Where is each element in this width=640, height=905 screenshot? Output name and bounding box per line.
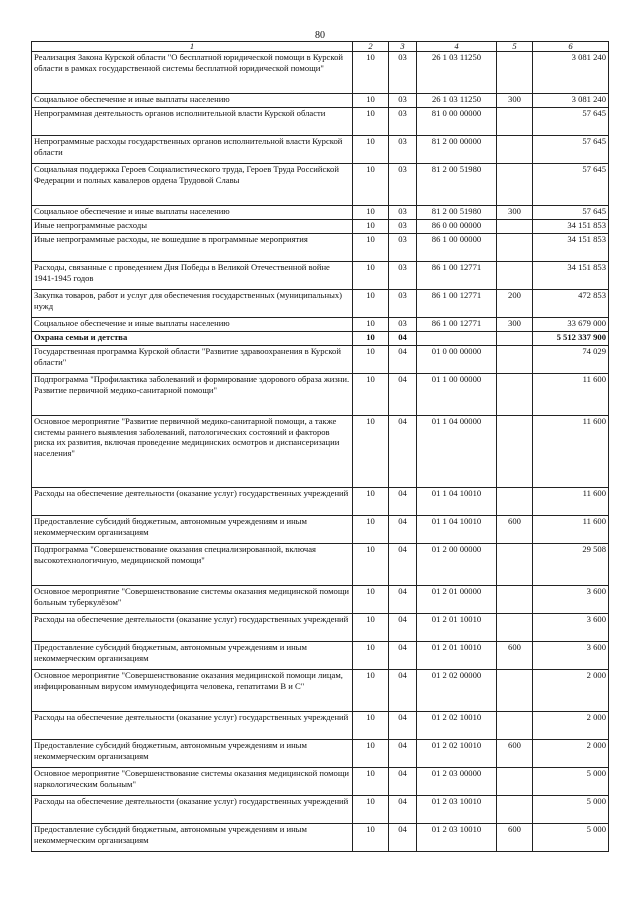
amount-value: 74 029 xyxy=(533,346,609,374)
section-code: 10 xyxy=(353,94,389,108)
column-number-4: 4 xyxy=(417,42,497,52)
section-code: 10 xyxy=(353,318,389,332)
subsection-code: 04 xyxy=(389,796,417,824)
target-article-code: 01 1 00 00000 xyxy=(417,374,497,416)
subsection-code: 04 xyxy=(389,544,417,586)
target-article-code: 01 1 04 10010 xyxy=(417,488,497,516)
subsection-code: 03 xyxy=(389,290,417,318)
target-article-code: 01 2 02 10010 xyxy=(417,712,497,740)
table-row xyxy=(32,544,609,586)
target-article-code: 86 0 00 00000 xyxy=(417,220,497,234)
table-row xyxy=(32,374,609,416)
expense-type-code: 200 xyxy=(497,290,533,318)
target-article-code: 01 2 02 00000 xyxy=(417,670,497,712)
section-code: 10 xyxy=(353,108,389,136)
section-code: 10 xyxy=(353,374,389,416)
expense-type-code: 600 xyxy=(497,516,533,544)
target-article-code: 01 2 00 00000 xyxy=(417,544,497,586)
subsection-code: 04 xyxy=(389,768,417,796)
section-code: 10 xyxy=(353,824,389,852)
section-code: 10 xyxy=(353,796,389,824)
line-item-name: Непрограммная деятельность органов исполнительной власти Курской области xyxy=(32,108,353,136)
table-row xyxy=(32,712,609,740)
line-item-name: Предоставление субсидий бюджетным, автономным учреждениям и иным некоммерческим организациям xyxy=(32,824,353,852)
line-item-name: Иные непрограммные расходы, не вошедшие в программные мероприятия xyxy=(32,234,353,262)
subsection-code: 04 xyxy=(389,416,417,488)
target-article-code: 81 0 00 00000 xyxy=(417,108,497,136)
table-row xyxy=(32,642,609,670)
line-item-name: Расходы на обеспечение деятельности (оказание услуг) государственных учреждений xyxy=(32,796,353,824)
table-row xyxy=(32,164,609,206)
subsection-code: 03 xyxy=(389,136,417,164)
target-article-code: 01 1 04 00000 xyxy=(417,416,497,488)
section-code: 10 xyxy=(353,416,389,488)
table-row xyxy=(32,234,609,262)
target-article-code: 01 2 03 00000 xyxy=(417,768,497,796)
subsection-code: 04 xyxy=(389,642,417,670)
amount-value: 33 679 000 xyxy=(533,318,609,332)
table-row xyxy=(32,488,609,516)
subsection-code: 04 xyxy=(389,614,417,642)
column-number-1: 1 xyxy=(32,42,353,52)
section-code: 10 xyxy=(353,164,389,206)
line-item-name: Расходы на обеспечение деятельности (оказание услуг) государственных учреждений xyxy=(32,614,353,642)
amount-value: 2 000 xyxy=(533,712,609,740)
expense-type-code xyxy=(497,670,533,712)
line-item-name: Расходы на обеспечение деятельности (оказание услуг) государственных учреждений xyxy=(32,488,353,516)
amount-value: 11 600 xyxy=(533,488,609,516)
subsection-code: 04 xyxy=(389,670,417,712)
expense-type-code xyxy=(497,234,533,262)
expense-type-code: 600 xyxy=(497,740,533,768)
expense-type-code xyxy=(497,796,533,824)
expense-type-code: 300 xyxy=(497,318,533,332)
column-number-2: 2 xyxy=(353,42,389,52)
table-row xyxy=(32,318,609,332)
expense-type-code xyxy=(497,586,533,614)
line-item-name: Предоставление субсидий бюджетным, автономным учреждениям и иным некоммерческим организациям xyxy=(32,740,353,768)
table-row xyxy=(32,824,609,852)
target-article-code xyxy=(417,332,497,346)
line-item-name: Основное мероприятие "Совершенствование системы оказания медицинской помощи наркологическим больным" xyxy=(32,768,353,796)
expense-type-code xyxy=(497,488,533,516)
subsection-code: 04 xyxy=(389,374,417,416)
target-article-code: 01 0 00 00000 xyxy=(417,346,497,374)
section-code: 10 xyxy=(353,488,389,516)
line-item-name: Расходы, связанные с проведением Дня Победы в Великой Отечественной войне 1941-1945 годов xyxy=(32,262,353,290)
expense-type-code xyxy=(497,614,533,642)
line-item-name: Социальное обеспечение и иные выплаты населению xyxy=(32,206,353,220)
amount-value: 34 151 853 xyxy=(533,220,609,234)
column-number-5: 5 xyxy=(497,42,533,52)
budget-table xyxy=(31,41,609,852)
expense-type-code xyxy=(497,374,533,416)
amount-value: 5 000 xyxy=(533,768,609,796)
target-article-code: 26 1 03 11250 xyxy=(417,52,497,94)
table-row xyxy=(32,416,609,488)
expense-type-code xyxy=(497,164,533,206)
amount-value: 57 645 xyxy=(533,136,609,164)
amount-value: 3 600 xyxy=(533,586,609,614)
table-row xyxy=(32,136,609,164)
target-article-code: 01 2 01 00000 xyxy=(417,586,497,614)
target-article-code: 86 1 00 12771 xyxy=(417,318,497,332)
section-code: 10 xyxy=(353,136,389,164)
line-item-name: Подпрограмма "Профилактика заболеваний и формирование здорового образа жизни. Развитие первичной медико-санитарной помощи" xyxy=(32,374,353,416)
table-row xyxy=(32,262,609,290)
section-code: 10 xyxy=(353,52,389,94)
expense-type-code xyxy=(497,768,533,796)
subsection-code: 04 xyxy=(389,516,417,544)
amount-value: 11 600 xyxy=(533,516,609,544)
line-item-name: Основное мероприятие "Развитие первичной медико-санитарной помощи, а также системы раннего выявления заболеваний, патологических состояний и факторов риска их развития, включая проведение медицинских осмотров и диспансеризации населения" xyxy=(32,416,353,488)
amount-value: 11 600 xyxy=(533,416,609,488)
section-code: 10 xyxy=(353,206,389,220)
expense-type-code: 600 xyxy=(497,824,533,852)
expense-type-code xyxy=(497,136,533,164)
section-code: 10 xyxy=(353,614,389,642)
amount-value: 5 000 xyxy=(533,796,609,824)
section-code: 10 xyxy=(353,586,389,614)
table-row xyxy=(32,614,609,642)
expense-type-code: 300 xyxy=(497,94,533,108)
line-item-name: Предоставление субсидий бюджетным, автономным учреждениям и иным некоммерческим организациям xyxy=(32,516,353,544)
table-row xyxy=(32,290,609,318)
section-code: 10 xyxy=(353,332,389,346)
table-row xyxy=(32,586,609,614)
line-item-name: Основное мероприятие "Совершенствование системы оказания медицинской помощи больным туберкулёзом" xyxy=(32,586,353,614)
target-article-code: 26 1 03 11250 xyxy=(417,94,497,108)
subsection-code: 03 xyxy=(389,234,417,262)
expense-type-code xyxy=(497,52,533,94)
expense-type-code xyxy=(497,220,533,234)
target-article-code: 01 2 01 10010 xyxy=(417,642,497,670)
subsection-code: 03 xyxy=(389,52,417,94)
line-item-name: Расходы на обеспечение деятельности (оказание услуг) государственных учреждений xyxy=(32,712,353,740)
subsection-code: 04 xyxy=(389,712,417,740)
line-item-name: Иные непрограммные расходы xyxy=(32,220,353,234)
target-article-code: 86 1 00 12771 xyxy=(417,290,497,318)
target-article-code: 86 1 00 12771 xyxy=(417,262,497,290)
amount-value: 3 081 240 xyxy=(533,52,609,94)
table-row xyxy=(32,52,609,94)
section-code: 10 xyxy=(353,544,389,586)
subsection-code: 03 xyxy=(389,164,417,206)
amount-value: 57 645 xyxy=(533,164,609,206)
section-code: 10 xyxy=(353,220,389,234)
target-article-code: 01 2 03 10010 xyxy=(417,796,497,824)
section-code: 10 xyxy=(353,670,389,712)
line-item-name: Предоставление субсидий бюджетным, автономным учреждениям и иным некоммерческим организациям xyxy=(32,642,353,670)
expense-type-code xyxy=(497,416,533,488)
section-code: 10 xyxy=(353,642,389,670)
line-item-name: Охрана семьи и детства xyxy=(32,332,353,346)
target-article-code: 01 2 01 10010 xyxy=(417,614,497,642)
amount-value: 5 512 337 900 xyxy=(533,332,609,346)
line-item-name: Основное мероприятие "Совершенствование оказания медицинской помощи лицам, инфицированным вирусом иммунодефицита человека, гепатитами В и С" xyxy=(32,670,353,712)
subsection-code: 04 xyxy=(389,332,417,346)
line-item-name: Реализация Закона Курской области "О бесплатной юридической помощи в Курской области в рамках государственной системы бесплатной юридической помощи" xyxy=(32,52,353,94)
table-row xyxy=(32,768,609,796)
section-code: 10 xyxy=(353,346,389,374)
target-article-code: 01 2 02 10010 xyxy=(417,740,497,768)
line-item-name: Непрограммные расходы государственных органов исполнительной власти Курской области xyxy=(32,136,353,164)
table-row xyxy=(32,206,609,220)
table-header-row xyxy=(32,42,609,52)
table-row xyxy=(32,346,609,374)
subsection-code: 04 xyxy=(389,488,417,516)
amount-value: 3 600 xyxy=(533,614,609,642)
section-code: 10 xyxy=(353,262,389,290)
expense-type-code xyxy=(497,108,533,136)
subsection-code: 03 xyxy=(389,108,417,136)
target-article-code: 81 2 00 00000 xyxy=(417,136,497,164)
amount-value: 5 000 xyxy=(533,824,609,852)
table-row xyxy=(32,108,609,136)
expense-type-code xyxy=(497,332,533,346)
expense-type-code: 600 xyxy=(497,642,533,670)
amount-value: 34 151 853 xyxy=(533,234,609,262)
table-row xyxy=(32,796,609,824)
line-item-name: Подпрограмма "Совершенствование оказания специализированной, включая высокотехнологичную, медицинской помощи" xyxy=(32,544,353,586)
expense-type-code: 300 xyxy=(497,206,533,220)
target-article-code: 81 2 00 51980 xyxy=(417,164,497,206)
subsection-code: 04 xyxy=(389,586,417,614)
section-code: 10 xyxy=(353,768,389,796)
target-article-code: 81 2 00 51980 xyxy=(417,206,497,220)
page-number: 80 xyxy=(315,30,325,41)
section-code: 10 xyxy=(353,516,389,544)
target-article-code: 01 1 04 10010 xyxy=(417,516,497,544)
amount-value: 472 853 xyxy=(533,290,609,318)
subsection-code: 03 xyxy=(389,220,417,234)
line-item-name: Закупка товаров, работ и услуг для обеспечения государственных (муниципальных) нужд xyxy=(32,290,353,318)
subsection-code: 03 xyxy=(389,206,417,220)
table-row xyxy=(32,94,609,108)
table-row xyxy=(32,670,609,712)
table-row xyxy=(32,740,609,768)
column-number-6: 6 xyxy=(533,42,609,52)
line-item-name: Государственная программа Курской области "Развитие здравоохранения в Курской области" xyxy=(32,346,353,374)
table-row xyxy=(32,332,609,346)
amount-value: 3 600 xyxy=(533,642,609,670)
subsection-code: 03 xyxy=(389,262,417,290)
section-code: 10 xyxy=(353,290,389,318)
amount-value: 57 645 xyxy=(533,108,609,136)
subsection-code: 04 xyxy=(389,346,417,374)
amount-value: 34 151 853 xyxy=(533,262,609,290)
expense-type-code xyxy=(497,544,533,586)
target-article-code: 86 1 00 00000 xyxy=(417,234,497,262)
amount-value: 57 645 xyxy=(533,206,609,220)
table-row xyxy=(32,220,609,234)
expense-type-code xyxy=(497,262,533,290)
amount-value: 11 600 xyxy=(533,374,609,416)
target-article-code: 01 2 03 10010 xyxy=(417,824,497,852)
amount-value: 2 000 xyxy=(533,670,609,712)
line-item-name: Социальная поддержка Героев Социалистического труда, Героев Труда Российской Федерации и полных кавалеров ордена Трудовой Славы xyxy=(32,164,353,206)
expense-type-code xyxy=(497,346,533,374)
line-item-name: Социальное обеспечение и иные выплаты населению xyxy=(32,318,353,332)
subsection-code: 03 xyxy=(389,318,417,332)
amount-value: 29 508 xyxy=(533,544,609,586)
subsection-code: 03 xyxy=(389,94,417,108)
column-number-3: 3 xyxy=(389,42,417,52)
amount-value: 2 000 xyxy=(533,740,609,768)
subsection-code: 04 xyxy=(389,740,417,768)
line-item-name: Социальное обеспечение и иные выплаты населению xyxy=(32,94,353,108)
section-code: 10 xyxy=(353,234,389,262)
subsection-code: 04 xyxy=(389,824,417,852)
section-code: 10 xyxy=(353,740,389,768)
amount-value: 3 081 240 xyxy=(533,94,609,108)
expense-type-code xyxy=(497,712,533,740)
table-row xyxy=(32,516,609,544)
section-code: 10 xyxy=(353,712,389,740)
